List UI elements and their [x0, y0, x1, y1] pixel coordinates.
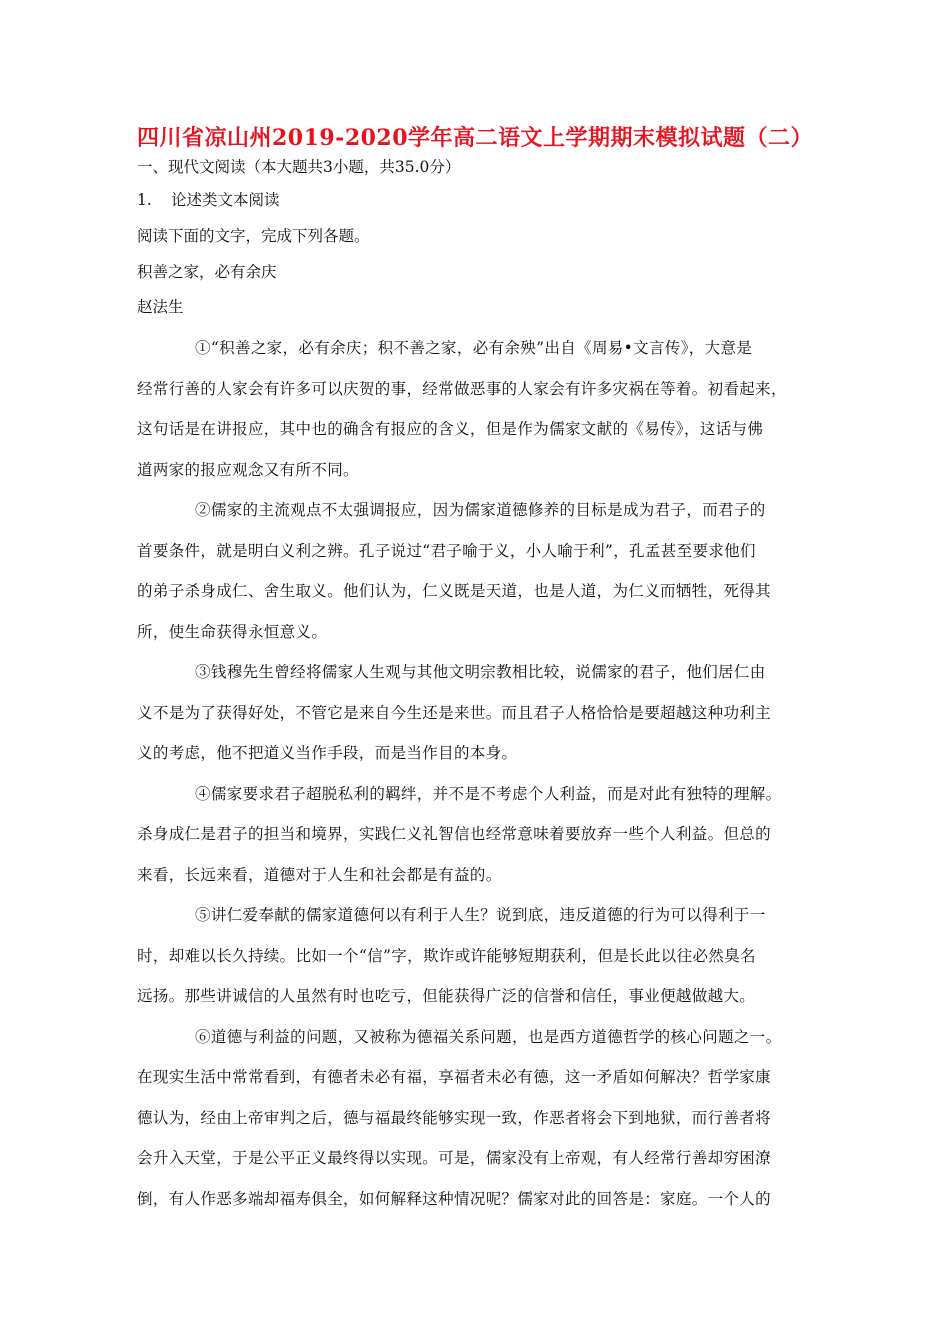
article-title: 积善之家，必有余庆: [137, 263, 277, 281]
paragraph-line: 首要条件，就是明白义利之辨。孔子说过“君子喻于义，小人喻于利”，孔孟甚至要求他们: [137, 541, 756, 560]
paragraph-2: [137, 490, 813, 652]
document-body: [137, 152, 813, 1219]
paragraph-4: [137, 774, 813, 896]
paragraph-line: 义的考虑，他不把道义当作手段，而是当作目的本身。: [137, 744, 518, 762]
paragraph-line: 会升入天堂，于是公平正义最终得以实现。可是，儒家没有上帝观，有人经常行善却穷困潦: [137, 1149, 772, 1167]
paragraph-6: [137, 1017, 813, 1220]
paragraph-line: 这句话是在讲报应，其中也的确含有报应的含义，但是作为儒家文献的《易传》，这话与佛: [137, 420, 764, 438]
question-number: 1.: [137, 191, 152, 209]
instruction: 阅读下面的文字，完成下列各题。: [137, 227, 370, 245]
paragraph-line: ①“积善之家，必有余庆；积不善之家，必有余殃”出自《周易•文言传》，大意是: [195, 339, 753, 357]
question-heading: [137, 182, 813, 218]
paragraph-line: 在现实生活中常常看到，有德者未必有福，享福者未必有德，这一矛盾如何解决？哲学家康: [137, 1068, 772, 1086]
paragraph-line: 经常行善的人家会有许多可以庆贺的事，经常做恶事的人家会有许多灾祸在等着。初看起来，: [137, 379, 787, 398]
paragraph-line: 义不是为了获得好处，不管它是来自今生还是来世。而且君子人格恰恰是要超越这种功利主: [137, 703, 772, 722]
paragraph-line: 的弟子杀身成仁、舍生取义。他们认为，仁义既是天道，也是人道，为仁义而牺牲，死得其: [137, 582, 772, 600]
paragraph-line: ⑤讲仁爱奉献的儒家道德何以有利于人生？说到底，违反道德的行为可以得利于一: [195, 906, 766, 924]
paragraph-line: 来看，长远来看，道德对于人生和社会都是有益的。: [137, 865, 502, 884]
paragraph-line: 杀身成仁是君子的担当和境界，实践仁义礼智信也经常意味着要放弃一些个人利益。但总的: [137, 825, 772, 843]
question-label: 论述类文本阅读: [171, 191, 280, 209]
section-header: 一、现代文阅读（本大题共3小题，共35.0分）: [137, 158, 461, 176]
paragraph-line: 道两家的报应观念又有所不同。: [137, 460, 359, 479]
document-title: 四川省凉山州2019-2020学年高二语文上学期期末模拟试题（二）: [136, 125, 814, 151]
paragraph-line: 德认为，经由上帝审判之后，德与福最终能够实现一致，作恶者将会下到地狱，而行善者将: [137, 1108, 772, 1127]
paragraph-line: ④儒家要求君子超脱私利的羁绊，并不是不考虑个人利益，而是对此有独特的理解。: [195, 784, 782, 803]
article-author: 赵法生: [137, 298, 184, 316]
paragraph-5: [137, 895, 813, 1017]
paragraph-line: 倒，有人作恶多端却福寿俱全，如何解释这种情况呢？儒家对此的回答是：家庭。一个人的: [137, 1189, 772, 1208]
paragraph-line: 时，却难以长久持续。比如一个“信”字，欺诈或许能够短期获利，但是长此以往必然臭名: [137, 946, 756, 965]
paragraph-line: 所，使生命获得永恒意义。: [137, 622, 328, 641]
paragraph-3: [137, 652, 813, 774]
paragraph-1: [137, 328, 813, 490]
paragraph-line: ②儒家的主流观点不太强调报应，因为儒家道德修养的目标是成为君子，而君子的: [195, 501, 766, 519]
article-paragraphs: [137, 328, 813, 1219]
paragraph-line: 远扬。那些讲诚信的人虽然有时也吃亏，但能获得广泛的信誉和信任，事业便越做越大。: [137, 987, 756, 1005]
paragraph-line: ③钱穆先生曾经将儒家人生观与其他文明宗教相比较，说儒家的君子，他们居仁由: [195, 663, 766, 681]
paragraph-line: ⑥道德与利益的问题，又被称为德福关系问题，也是西方道德哲学的核心问题之一。: [195, 1027, 782, 1046]
